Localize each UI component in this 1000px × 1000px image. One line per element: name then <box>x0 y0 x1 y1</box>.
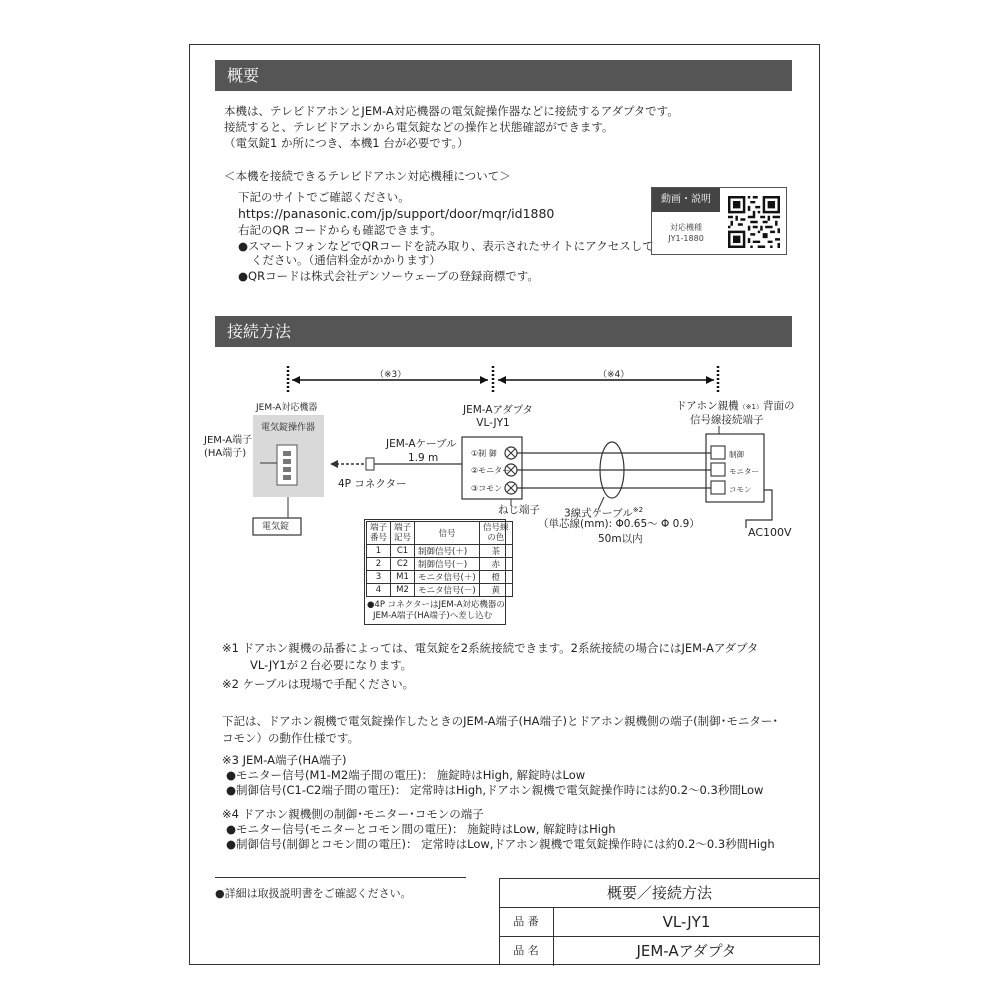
jem-terminal-label-1: JEM-A端子 <box>204 435 253 446</box>
name-value: JEM-Aアダプタ <box>636 942 737 960</box>
cell-sym: C2 <box>391 558 415 571</box>
ac100v-label: AC100V <box>748 526 792 539</box>
qr-caption-2: JY1-1880 <box>668 234 704 243</box>
cell-color: 橙 <box>480 571 513 584</box>
cell-sig: 制御信号(＋) <box>415 545 480 558</box>
cell-sig: モニタ信号(－) <box>415 584 480 597</box>
screw-terminal-label: ねじ端子 <box>498 504 540 516</box>
spec-paragraph-2: コモン）の動作仕様です。 <box>222 731 360 745</box>
note-4: ※4 ドアホン親機側の制御･モニター･コモンの端子 <box>222 807 484 821</box>
compat-heading: ＜本機を接続できるテレビドアホン対応機種について＞ <box>224 169 511 183</box>
cell-sym: M2 <box>391 584 415 597</box>
model-key: 品 番 <box>513 915 539 928</box>
lock-label: 電気錠 <box>262 522 290 532</box>
cell-color: 茶 <box>480 545 513 558</box>
cell-color: 黄 <box>480 584 513 597</box>
th-sig: 信号 <box>415 522 480 545</box>
qr-code-icon[interactable] <box>728 196 780 248</box>
jem-cable-label <box>386 437 457 465</box>
bullet-qr-scan-cont: ください。（通信料金がかかります） <box>251 253 441 267</box>
note-1: ※1 ドアホン親機の品番によっては、電気錠を2系統接続できます。2系統接続の場合にはJEM-Aアダプタ <box>222 641 759 655</box>
connection-heading: 接続方法 <box>215 316 792 347</box>
overview-line1: 本機は、テレビドアホンとJEM-A対応機器の電気錠操作器などに接続するアダプタです。 <box>224 104 679 118</box>
signal-table-header <box>367 522 513 545</box>
adapter-term-com: ③コモン <box>471 484 503 493</box>
lock-operator-label: 電気錠操作器 <box>261 423 316 433</box>
cell-sym: M1 <box>391 571 415 584</box>
footer-note: ●詳細は取扱説明書をご確認ください。 <box>215 887 412 900</box>
adapter-term-mon: ②モニター <box>471 466 511 475</box>
note-3-monitor: ●モニター信号(M1-M2端子間の電圧)： 施錠時はHigh, 解錠時はLow <box>226 768 586 782</box>
th-no <box>367 522 391 545</box>
table-row <box>367 571 513 584</box>
qr-box <box>651 187 787 255</box>
name-key: 品 名 <box>513 944 539 957</box>
adapter-term-ctrl: ①制 御 <box>471 449 497 458</box>
model-value: VL-JY1 <box>662 913 711 931</box>
th-color-1: 信号線 <box>483 523 509 533</box>
qr-label: 動画・説明 <box>652 188 720 212</box>
signal-table <box>366 521 513 597</box>
note-4-monitor: ●モニター信号(モニターとコモン間の電圧)： 施錠時はLow, 解錠時はHigh <box>226 822 616 836</box>
doorphone-note: （※1） <box>738 403 764 411</box>
cell-no: 1 <box>367 545 391 558</box>
jem-terminal-label-2: (HA端子) <box>204 448 247 459</box>
jem-device-label: JEM-A対応機器 <box>256 403 318 413</box>
title-block-model-row <box>499 907 820 936</box>
signal-table-note-2: JEM-A端子(HA端子)へ差し込む <box>373 611 493 621</box>
cell-no: 2 <box>367 558 391 571</box>
cell-sym: C1 <box>391 545 415 558</box>
door-term-ctrl: 制御 <box>729 450 744 459</box>
qr-caption <box>652 222 720 244</box>
wire-label-1-text: 3線式ケーブル <box>564 507 633 520</box>
title-block-name-row <box>499 936 820 965</box>
signal-table-note <box>367 600 505 622</box>
bullet-qr-trademark: ●QRコードは株式会社デンソーウェーブの登録商標です。 <box>238 269 539 283</box>
door-term-mon: モニター <box>729 467 759 476</box>
compat-line1: 下記のサイトでご確認ください。 <box>238 190 410 204</box>
table-row <box>367 558 513 571</box>
th-sym <box>391 522 415 545</box>
adapter-label-1: JEM-Aアダプタ <box>463 404 534 416</box>
th-no-2: 番号 <box>370 533 388 543</box>
span4-label: （※4） <box>598 370 630 380</box>
cell-no: 4 <box>367 584 391 597</box>
note-4-control: ●制御信号(制御とコモン間の電圧)： 定常時はLow,ドアホン親機で電気錠操作時には約0.2～0.3秒間High <box>226 837 775 851</box>
th-color <box>480 522 513 545</box>
table-row <box>367 584 513 597</box>
bullet-qr-scan: ●スマートフォンなどでQRコードを読み取り、表示されたサイトにアクセスして <box>238 239 654 253</box>
overview-heading: 概要 <box>215 60 792 91</box>
cell-no: 3 <box>367 571 391 584</box>
th-sym-1: 端子 <box>394 523 412 533</box>
adapter-label <box>463 404 534 430</box>
adapter-label-2: VL-JY1 <box>476 417 510 429</box>
span3-label: （※3） <box>375 370 407 380</box>
table-row <box>367 545 513 558</box>
wire-label-2: （単芯線(mm): Φ0.65～ Φ 0.9） <box>538 518 700 530</box>
jem-cable-label-2: 1.9 m <box>408 452 439 464</box>
door-term-com: コモン <box>729 485 752 494</box>
doorphone-label-tail: 背面の <box>763 400 795 412</box>
th-no-1: 端子 <box>370 523 388 533</box>
overview-line3: （電気錠1 か所につき、本機1 台が必要です。） <box>224 136 469 150</box>
wire-label-note: ※2 <box>632 506 644 514</box>
cell-sig: 制御信号(－) <box>415 558 480 571</box>
connector-label: 4P コネクター <box>338 478 407 490</box>
signal-table-note-1: ●4P コネクターはJEM-A対応機器の <box>367 600 505 610</box>
note-3-control: ●制御信号(C1-C2端子間の電圧)： 定常時はHigh,ドアホン親機で電気錠操作時には約0.2～0.3秒間Low <box>226 783 764 797</box>
cell-sig: モニタ信号(＋) <box>415 571 480 584</box>
jem-terminal-label <box>204 434 252 460</box>
doorphone-label-1: ドアホン親機 <box>676 400 739 412</box>
th-sym-2: 記号 <box>394 533 412 543</box>
support-url[interactable]: https://panasonic.com/jp/support/door/mqr/id1880 <box>238 206 555 221</box>
note-1-cont: VL-JY1が２台必要になります。 <box>250 658 413 672</box>
note-3: ※3 JEM-A端子(HA端子) <box>222 753 347 767</box>
footer-divider <box>215 877 466 878</box>
title-block-title: 概要／接続方法 <box>606 884 712 902</box>
spec-paragraph-1: 下記は、ドアホン親機で電気錠操作したときのJEM-A端子(HA端子)とドアホン親機側の端子(制御･モニター･ <box>222 714 779 728</box>
title-block <box>499 878 820 965</box>
doorphone-label-2: 信号線接続端子 <box>690 414 764 426</box>
note-2: ※2 ケーブルは現場で手配ください。 <box>222 677 415 691</box>
overview-line2: 接続すると、テレビドアホンから電気錠などの操作と状態確認ができます。 <box>224 120 614 134</box>
compat-line2: 右記のQR コードからも確認できます。 <box>238 223 442 237</box>
jem-cable-label-1: JEM-Aケーブル <box>386 438 457 450</box>
cell-color: 赤 <box>480 558 513 571</box>
wire-label-3: 50m以内 <box>598 533 643 545</box>
doorphone-label <box>676 400 795 427</box>
qr-caption-1: 対応機種 <box>670 223 702 232</box>
th-color-2: の色 <box>487 533 505 543</box>
